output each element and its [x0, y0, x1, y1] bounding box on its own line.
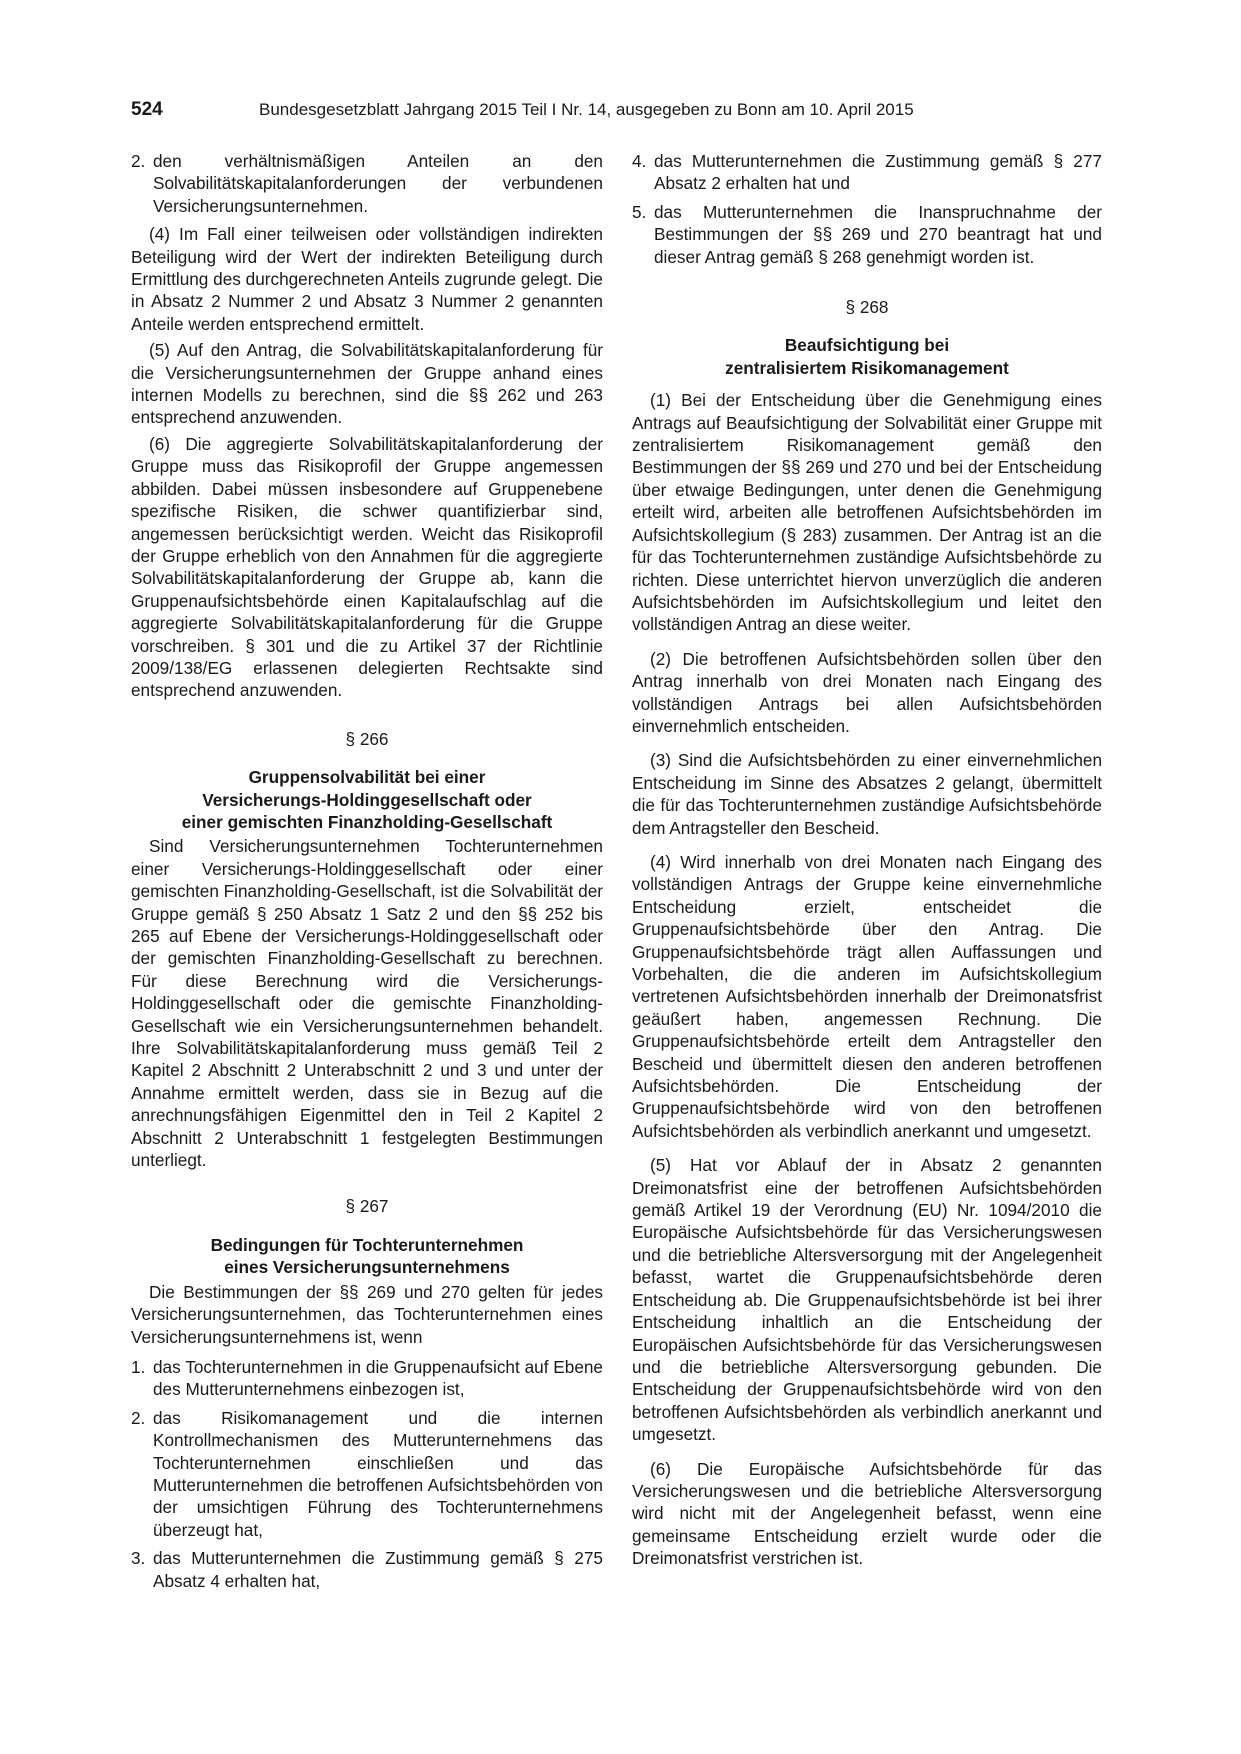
list-item-number: 2. [131, 1407, 146, 1428]
list-item-number: 4. [632, 151, 647, 171]
paragraph-6: (6) Die Europäische Aufsichtsbehörde für das Versicherungswesen und die betriebliche Altersversorgung wird nicht mit der Angelegenheit befasst, wenn eine gemeinsame Entscheidung erzielt wurde oder die Dreimonatsfrist verstrichen ist. [632, 1458, 1102, 1569]
paragraph-6: (6) Die aggregierte Solvabilitätskapitalanforderung der Gruppe muss das Risikoprofil der Gruppe angemessen abbilden. Dabei müssen insbesondere auf Gruppenebene spezifische Risiken, die schwer quantifizierbar sind, angemessen berücksichtigt werden. Weicht das Risikoprofil der Gruppe erheblich von den Annahmen für die aggregierte Solvabilitätskapitalanforderung der Gruppe ab, kann die Gruppenaufsichtsbehörde einen Kapitalaufschlag auf die aggregierte Solvabilitätskapitalanforderung für die Gruppe vorschreiben. § 301 und die zu Artikel 37 der Richtlinie 2009/138/EG erlassenen delegierten Rechtsakte sind entsprechend anzuwenden. [131, 433, 603, 701]
list-item-number: 2. [131, 151, 146, 171]
paragraph-1: (1) Bei der Entscheidung über die Genehmigung eines Antrags auf Beaufsichtigung der Solvabilität einer Gruppe mit zentralisiertem Risikomanagement gemäß den Bestimmungen der §§ 269 und 270 und bei der Entscheidung über etwaige Bedingungen, unter denen die Genehmigung erteilt wird, arbeiten alle betroffenen Aufsichtsbehörden im Aufsichtskollegium (§ 283) zusammen. Der Antrag ist an die für das Tochterunternehmen zuständige Aufsichtsbehörde zu richten. Diese unterrichtet hiervon unverzüglich die anderen Aufsichtsbehörden im Aufsichtskollegium und leitet den vollständigen Antrag an diese weiter. [632, 390, 1102, 635]
section-267-title-line: eines Versicherungsunternehmens [224, 1257, 510, 1278]
section-268-number: § 268 [845, 297, 889, 318]
paragraph-2: (2) Die betroffenen Aufsichtsbehörden sollen über den Antrag innerhalb von drei Monaten nach Eingang des vollständigen Antrags bei allen Aufsichtsbehörden einvernehmlich entscheiden. [632, 648, 1102, 736]
list-item [632, 201, 1102, 268]
page-number: 524 [131, 99, 163, 120]
section-267-number: § 267 [345, 1196, 389, 1217]
section-268-title-line: zentralisiertem Risikomanagement [725, 357, 1009, 378]
list-item [131, 150, 603, 217]
section-267-title-line: Bedingungen für Tochterunternehmen [210, 1234, 524, 1255]
right-column [632, 150, 1102, 1574]
list-item-text: das Risikomanagement und die internen Kontrollmechanismen des Mutterunternehmens das Tochterunternehmen einschließen und das Mutterunternehmen die betroffenen Aufsichtsbehörden von der umsichtigen Führung des Tochterunternehmens überzeugt hat, [153, 1407, 603, 1540]
paragraph-5: (5) Auf den Antrag, die Solvabilitätskapitalanforderung für die Versicherungsunternehmen der Gruppe anhand eines internen Modells zu berechnen, sind die §§ 262 und 263 entsprechend anzuwenden. [131, 340, 603, 428]
list-item-text: das Mutterunternehmen die Inanspruchnahme der Bestimmungen der §§ 269 und 270 beantragt hat und dieser Antrag gemäß § 268 genehmigt worden ist. [654, 201, 1102, 267]
list-item-number: 5. [632, 201, 647, 222]
section-266-number: § 266 [345, 728, 389, 749]
section-267-title [131, 1234, 603, 1279]
section-266-body: Sind Versicherungsunternehmen Tochterunternehmen einer Versicherungs-Holdinggesellschaft oder einer gemischten Finanzholding-Gesellschaft, ist die Solvabilität der Gruppe gemäß § 250 Absatz 1 Satz 2 und den §§ 252 bis 265 auf Ebene der Versicherungs-Holdinggesellschaft oder der gemischten Finanzholding-Gesellschaft zu berechnen. Für diese Berechnung wird die Versicherungs-Holdinggesellschaft oder die gemischte Finanzholding-Gesellschaft wie ein Versicherungsunternehmen behandelt. Ihre Solvabilitätskapitalanforderung muss gemäß Teil 2 Kapitel 2 Abschnitt 2 Unterabschnitt 2 und 3 und unter der Annahme ermittelt werden, dass sie in Bezug auf die anrechnungsfähigen Eigenmittel den in Teil 2 Kapitel 2 Abschnitt 2 Unterabschnitt 1 festgelegten Bestimmungen unterliegt. [131, 836, 603, 1171]
list-item-text: das Tochterunternehmen in die Gruppenaufsicht auf Ebene des Mutterunternehmens einbezogen ist, [153, 1356, 603, 1400]
section-266-title [131, 766, 603, 833]
list-item-text: das Mutterunternehmen die Zustimmung gemäß § 277 Absatz 2 erhalten hat und [654, 151, 1102, 194]
list-item-text: das Mutterunternehmen die Zustimmung gemäß § 275 Absatz 4 erhalten hat, [153, 1548, 603, 1591]
paragraph-4: (4) Wird innerhalb von drei Monaten nach Eingang des vollständigen Antrags der Gruppe keine einvernehmliche Entscheidung erzielt, entscheidet die Gruppenaufsichtsbehörde über den Antrag. Die Gruppenaufsichtsbehörde trägt allen Auffassungen und Vorbehalten, die die anderen im Aufsichtskollegium vertretenen Aufsichtsbehörden innerhalb der Dreimonatsfrist geäußert haben, angemessen Rechnung. Die Gruppenaufsichtsbehörde erteilt dem Antragsteller den Bescheid und übermittelt diesen den anderen betroffenen Aufsichtsbehörden. Die Entscheidung der Gruppenaufsichtsbehörde wird von den betroffenen Aufsichtsbehörden als verbindlich anerkannt und umgesetzt. [632, 851, 1102, 1141]
paragraph-5: (5) Hat vor Ablauf der in Absatz 2 genannten Dreimonatsfrist eine der betroffenen Aufsichtsbehörden gemäß Artikel 19 der Verordnung (EU) Nr. 1094/2010 die Europäische Aufsichtsbehörde für das Versicherungswesen und die betriebliche Altersversorgung mit der Angelegenheit befasst, wartet die Gruppenaufsichtsbehörde deren Entscheidung ab. Die Gruppenaufsichtsbehörde ist bei ihrer Entscheidung inhaltlich an die Entscheidung der Europäischen Aufsichtsbehörde für das Versicherungswesen und die betriebliche Altersversorgung gebunden. Die Entscheidung der Gruppenaufsichtsbehörde wird von den betroffenen Aufsichtsbehörden als verbindlich anerkannt und umgesetzt. [632, 1155, 1102, 1445]
paragraph-4: (4) Im Fall einer teilweisen oder vollständigen indirekten Beteiligung wird der Wert der indirekten Beteiligung durch Ermittlung des durchgerechneten Anteils zugrunde gelegt. Die in Absatz 2 Nummer 2 und Absatz 3 Nummer 2 genannten Anteile werden entsprechend ermittelt. [131, 224, 603, 334]
list-item-text: den verhältnismäßigen Anteilen an den Solvabilitätskapitalanforderungen der verbundenen Versicherungsunternehmen. [153, 151, 603, 216]
list-item [632, 150, 1102, 195]
left-column [131, 150, 603, 1598]
list-item-number: 1. [131, 1356, 146, 1377]
section-266-title-line: Gruppensolvabilität bei einer [248, 767, 486, 788]
section-268-title-line: Beaufsichtigung bei [784, 335, 950, 356]
paragraph-3: (3) Sind die Aufsichtsbehörden zu einer einvernehmlichen Entscheidung im Sinne des Absatzes 2 gelangt, übermittelt die für das Tochterunternehmen zuständige Aufsichtsbehörde dem Antragsteller den Bescheid. [632, 750, 1102, 838]
list-item-number: 3. [131, 1548, 146, 1569]
page-header [131, 99, 981, 125]
list-item [131, 1356, 603, 1401]
list-item [131, 1407, 603, 1541]
section-267-intro: Die Bestimmungen der §§ 269 und 270 gelten für jedes Versicherungsunternehmen, das Tochterunternehmen eines Versicherungsunternehmens ist, wenn [131, 1281, 603, 1347]
section-266-title-line: einer gemischten Finanzholding-Gesellschaft [181, 811, 553, 832]
list-item [131, 1547, 603, 1592]
gazette-title: Bundesgesetzblatt Jahrgang 2015 Teil I Nr. 14, ausgegeben zu Bonn am 10. April 2015 [259, 100, 914, 119]
section-268-title [632, 334, 1102, 379]
section-266-title-line: Versicherungs-Holdinggesellschaft oder [202, 789, 532, 810]
